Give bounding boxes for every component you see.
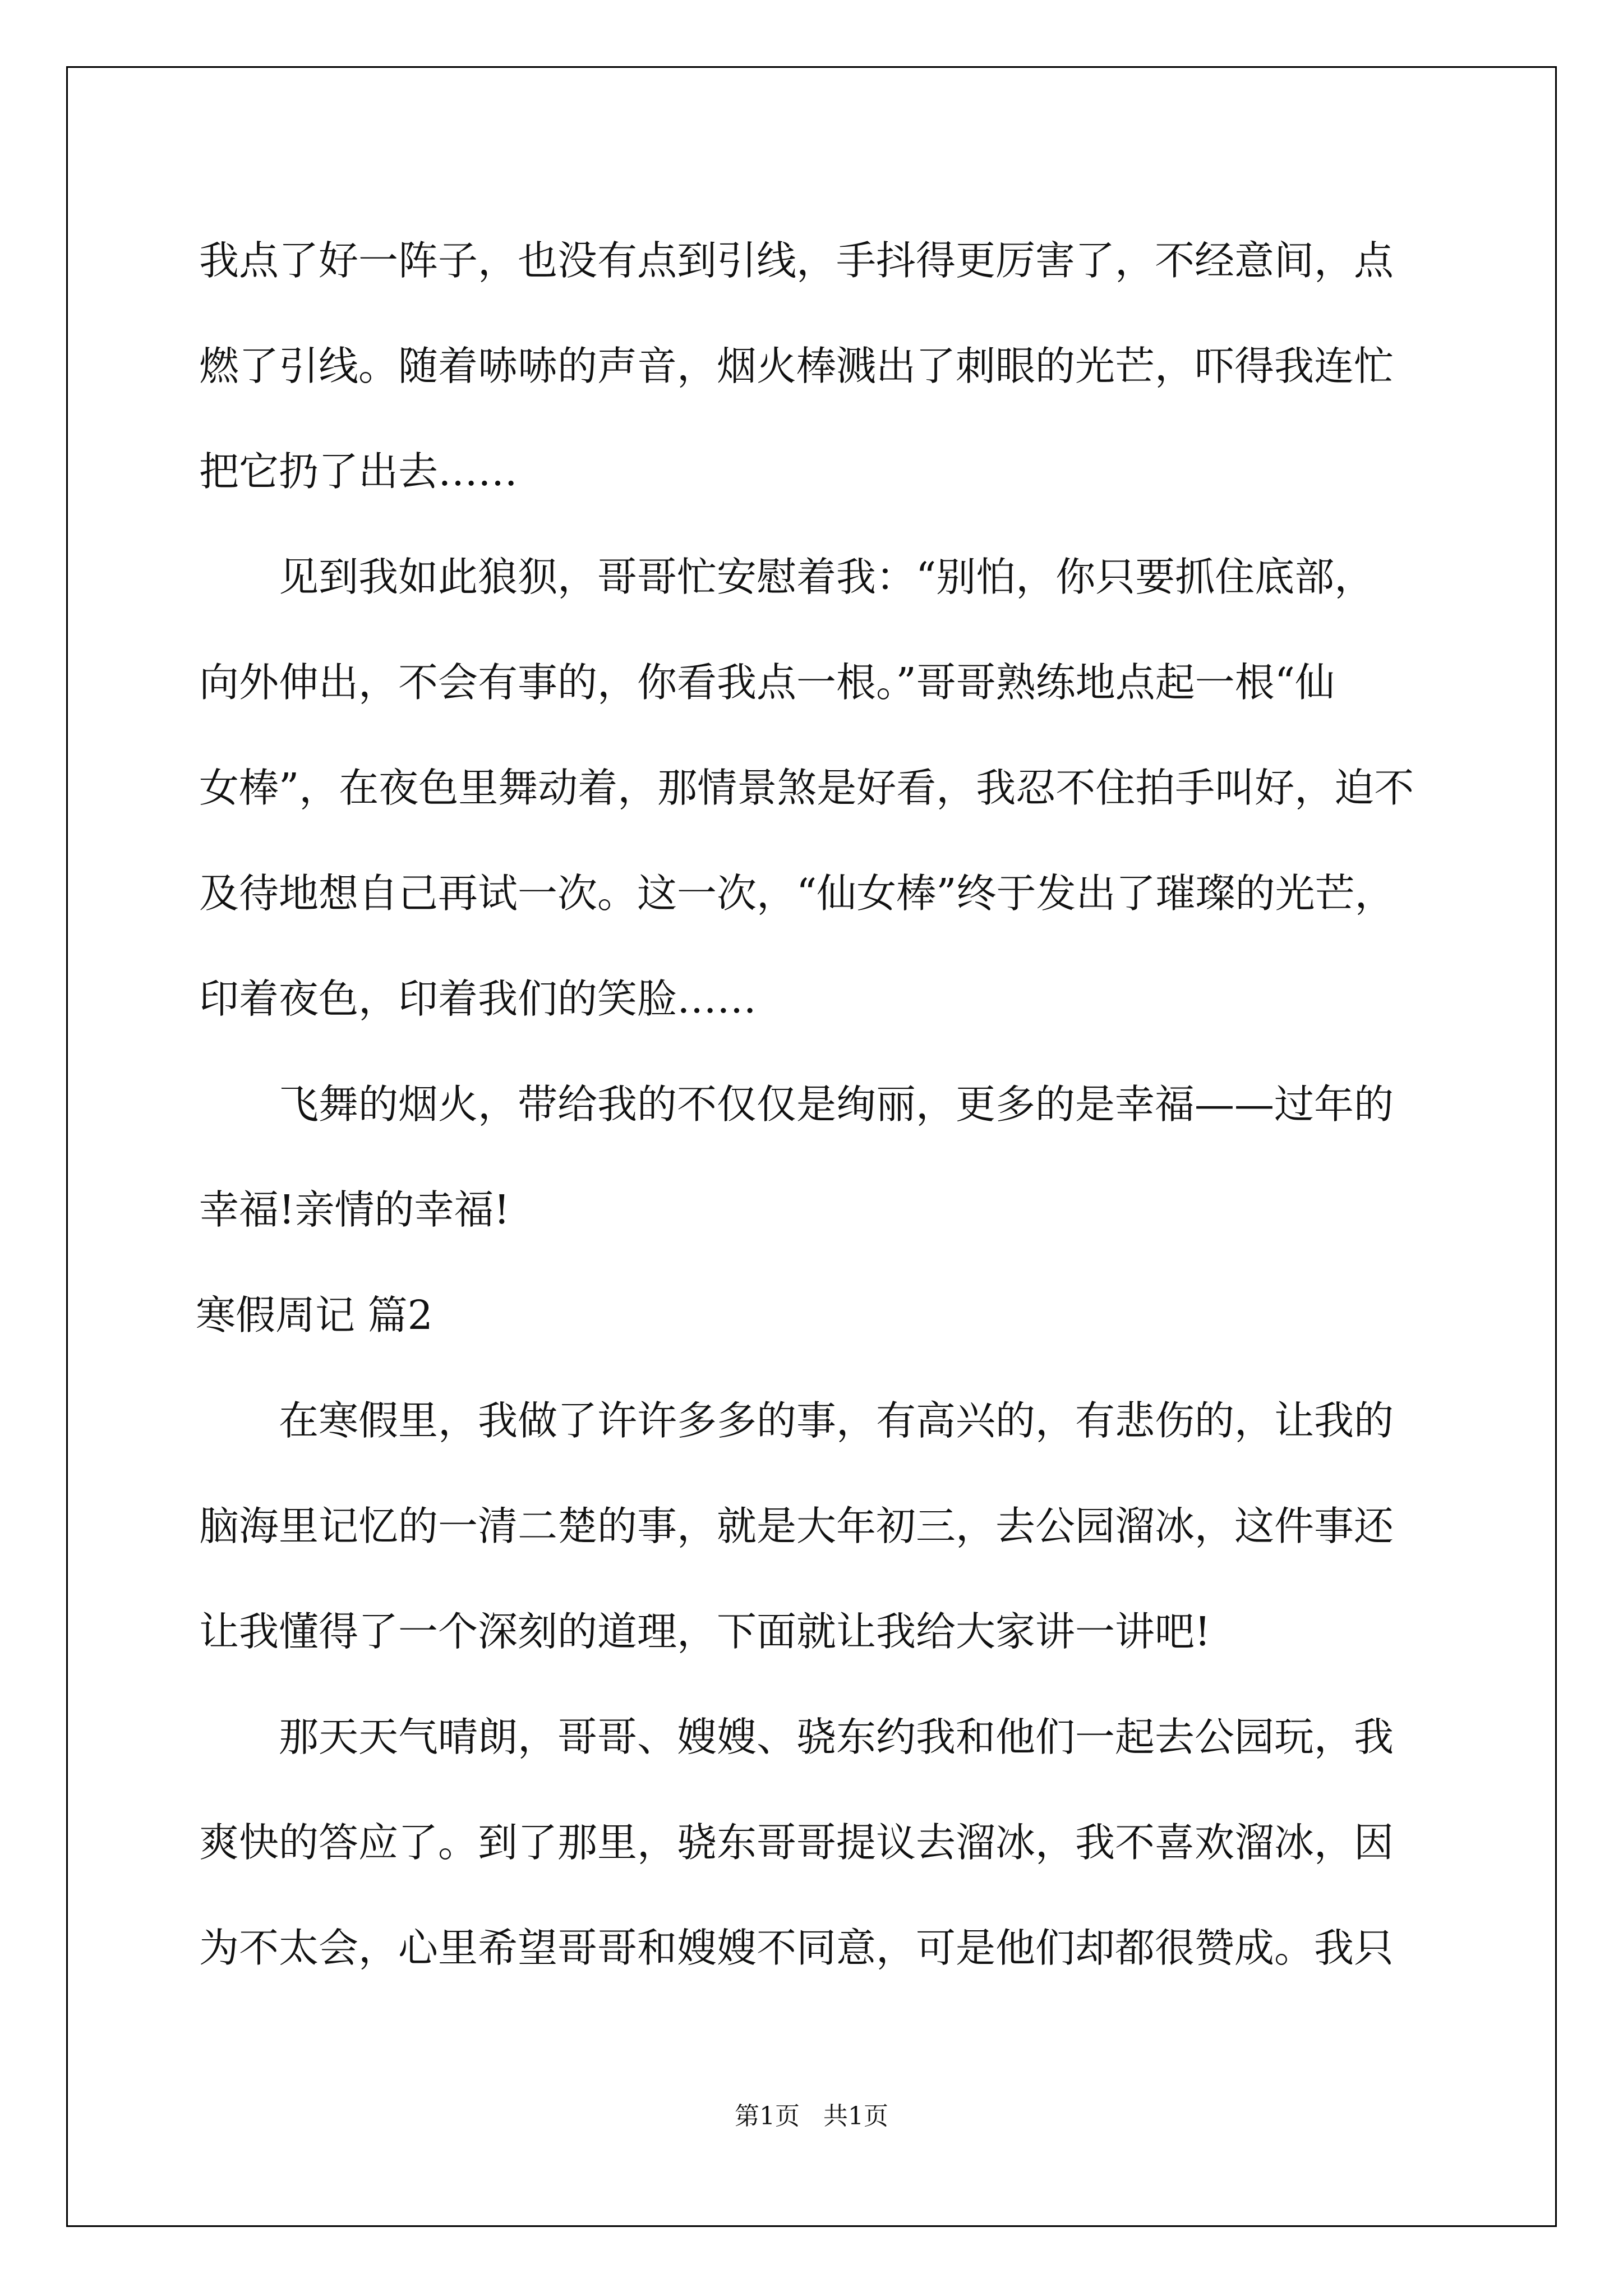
paragraph-1 xyxy=(199,208,1450,524)
document-body xyxy=(196,208,1450,2001)
section-heading-text: 寒假周记 篇2 xyxy=(196,1292,433,1338)
page-total: 共1页 xyxy=(823,2102,888,2131)
text-line: 女棒”，在夜色里舞动着，那情景煞是好看，我忍不住拍手叫好，迫不 xyxy=(199,765,1414,811)
page-footer xyxy=(0,2096,1623,2132)
text-line: 向外伸出，不会有事的，你看我点一根。”哥哥熟练地点起一根“仙 xyxy=(199,659,1335,706)
text-line: 把它扔了出去…… xyxy=(199,448,518,495)
footer-spacer xyxy=(800,2102,823,2131)
paragraph-5 xyxy=(199,1685,1450,2001)
page-number: 第1页 xyxy=(735,2102,800,2131)
text-line: 爽快的答应了。到了那里，骁东哥哥提议去溜冰，我不喜欢溜冰，因 xyxy=(199,1819,1394,1866)
paragraph-2 xyxy=(199,524,1450,1052)
paragraph-3 xyxy=(199,1052,1450,1263)
text-line: 让我懂得了一个深刻的道理，下面就让我给大家讲一讲吧! xyxy=(199,1608,1211,1655)
paragraph-4 xyxy=(199,1368,1450,1685)
text-line: 飞舞的烟火，带给我的不仅仅是绚丽，更多的是幸福——过年的 xyxy=(279,1081,1394,1128)
text-line: 我点了好一阵子，也没有点到引线，手抖得更厉害了，不经意间，点 xyxy=(199,237,1394,284)
text-line: 为不太会，心里希望哥哥和嫂嫂不同意，可是他们却都很赞成。我只 xyxy=(199,1925,1394,1971)
text-line: 脑海里记忆的一清二楚的事，就是大年初三，去公园溜冰，这件事还 xyxy=(199,1503,1394,1549)
text-line: 在寒假里，我做了许许多多的事，有高兴的，有悲伤的，让我的 xyxy=(279,1397,1394,1444)
section-heading xyxy=(196,1263,1450,1368)
text-line: 及待地想自己再试一次。这一次，“仙女棒”终于发出了璀璨的光芒， xyxy=(199,870,1395,917)
text-line: 见到我如此狼狈，哥哥忙安慰着我：“别怕，你只要抓住底部， xyxy=(279,554,1375,600)
text-line: 幸福!亲情的幸福! xyxy=(199,1186,510,1233)
text-line: 印着夜色，印着我们的笑脸…… xyxy=(199,976,757,1022)
text-line: 燃了引线。随着哧哧的声音，烟火棒溅出了刺眼的光芒，吓得我连忙 xyxy=(199,343,1394,389)
text-line: 那天天气晴朗，哥哥、嫂嫂、骁东约我和他们一起去公园玩，我 xyxy=(279,1714,1394,1760)
